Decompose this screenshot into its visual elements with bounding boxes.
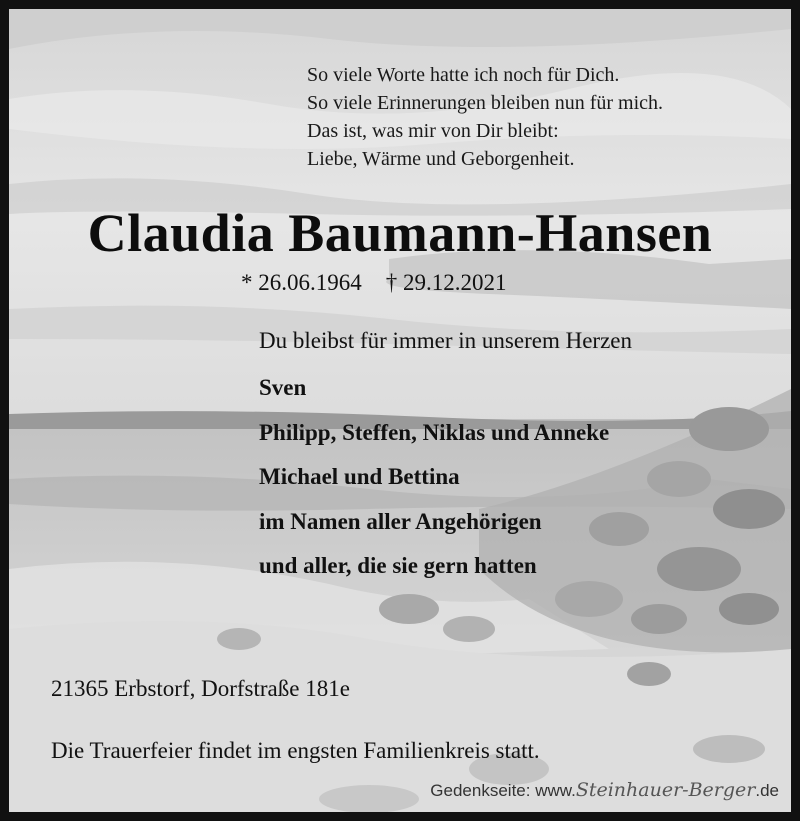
funeral-note: Die Trauerfeier findet im engsten Familienkreis statt. [51, 738, 540, 763]
mourner-line: Philipp, Steffen, Niklas und Anneke [259, 419, 610, 445]
memorial-page-link[interactable] [430, 779, 779, 801]
deceased-name: Claudia Baumann-Hansen [87, 203, 713, 263]
family-address: 21365 Erbstorf, Dorfstraße 181e [51, 676, 350, 701]
footer-prefix: Gedenkseite: www. [430, 781, 576, 800]
footer-suffix: .de [755, 781, 779, 800]
heart-line: Du bleibst für immer in unserem Herzen [259, 328, 632, 353]
poem-line: So viele Worte hatte ich noch für Dich. [307, 64, 620, 86]
death-date: † 29.12.2021 [385, 270, 507, 295]
life-dates [241, 270, 507, 296]
mourner-line: und aller, die sie gern hatten [259, 553, 537, 578]
birth-date: * 26.06.1964 [241, 270, 362, 295]
poem-line: Liebe, Wärme und Geborgenheit. [307, 148, 575, 170]
mourner-line: Sven [259, 375, 307, 400]
mourner-line: im Namen aller Angehörigen [259, 508, 542, 534]
poem-line: So viele Erinnerungen bleiben nun für mich. [307, 92, 664, 114]
funeral-home-brand: Steinhauer-Berger [575, 779, 756, 801]
mourners-list [259, 366, 609, 589]
mourner-line: Michael und Bettina [259, 464, 460, 489]
poem-line: Das ist, was mir von Dir bleibt: [307, 120, 559, 142]
memorial-poem [307, 61, 663, 173]
